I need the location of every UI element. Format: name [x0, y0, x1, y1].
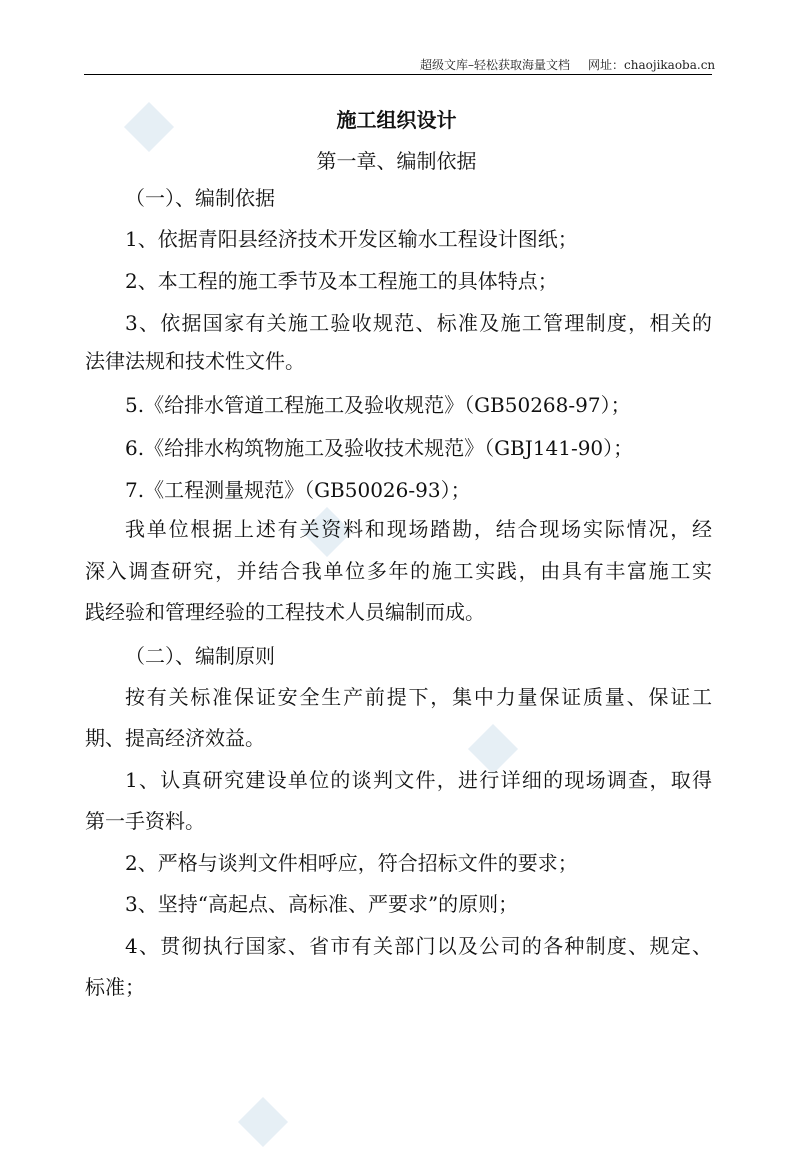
text-line: （一）、编制依据 [125, 186, 275, 210]
text-line: 第一手资料。 [85, 809, 205, 833]
text-line: 标准； [85, 975, 145, 999]
text-line: 2、本工程的施工季节及本工程施工的具体特点； [125, 269, 558, 293]
text-line: 5.《给排水管道工程施工及验收规范》（GB50268-97）； [125, 393, 631, 417]
text-line: 4、贯彻执行国家、省市有关部门以及公司的各种制度、规定、 [125, 934, 712, 958]
text-line: 3、依据国家有关施工验收规范、标准及施工管理制度，相关的 [125, 311, 712, 335]
text-line: 我单位根据上述有关资料和现场踏勘，结合现场实际情况，经 [125, 517, 712, 541]
text-line: （二）、编制原则 [125, 644, 275, 668]
text-line: 1、依据青阳县经济技术开发区输水工程设计图纸； [125, 227, 578, 251]
text-line: 6.《给排水构筑物施工及验收技术规范》（GBJ141-90）； [125, 436, 634, 460]
header-url: 网址：chaojikaoba.cn [588, 58, 716, 72]
document-title: 施工组织设计 [336, 108, 457, 132]
text-line: 按有关标准保证安全生产前提下，集中力量保证质量、保证工 [125, 685, 712, 709]
page-header [420, 56, 716, 73]
chapter-heading: 第一章、编制依据 [316, 149, 477, 173]
header-rule [84, 74, 712, 75]
text-line: 3、坚持“高起点、高标准、严要求”的原则； [125, 892, 519, 916]
text-line: 法律法规和技术性文件。 [85, 349, 305, 373]
header-site-name: 超级文库–轻松获取海量文档 [420, 58, 571, 72]
text-line: 1、认真研究建设单位的谈判文件，进行详细的现场调查，取得 [125, 768, 712, 792]
text-line: 期、提高经济效益。 [85, 726, 265, 750]
watermark-flake-icon [236, 1095, 290, 1149]
text-line: 2、严格与谈判文件相呼应，符合招标文件的要求； [125, 851, 578, 875]
text-line: 践经验和管理经验的工程技术人员编制而成。 [85, 600, 485, 624]
text-line: 深入调查研究，并结合我单位多年的施工实践，由具有丰富施工实 [85, 559, 712, 583]
text-line: 7.《工程测量规范》（GB50026-93）； [125, 478, 471, 502]
